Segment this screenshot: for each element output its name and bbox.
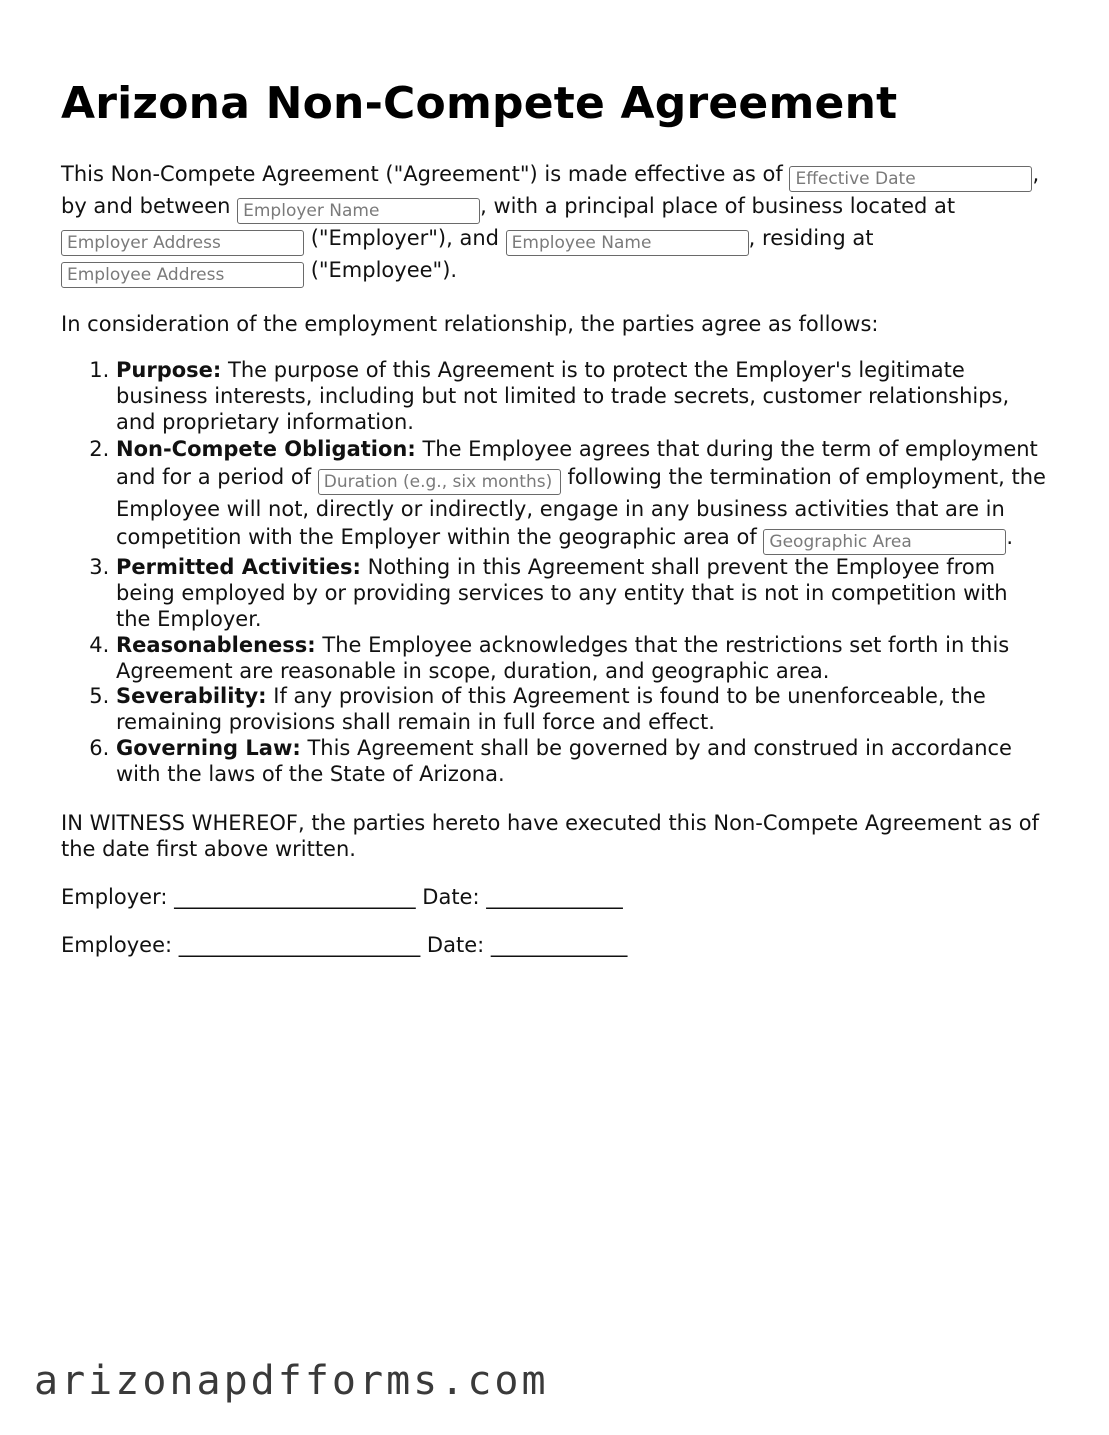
witness-paragraph: IN WITNESS WHEREOF, the parties hereto have executed this Non-Compete Agreement as of the date first above written.: [61, 810, 1039, 861]
clause-heading: Reasonableness:: [116, 632, 316, 657]
employer-name-field[interactable]: [237, 198, 480, 224]
clause-text-1: The Employee agrees that during the term of employment and for a period of: [116, 437, 1038, 490]
clause-heading: Purpose:: [116, 358, 222, 382]
clause-heading: Governing Law:: [116, 735, 301, 760]
employer-address-field[interactable]: [61, 230, 304, 256]
employee-address-field[interactable]: [61, 262, 304, 288]
clause-heading: Non-Compete Obligation:: [116, 437, 416, 462]
site-watermark: arizonapdfforms.com: [34, 1358, 549, 1404]
intro-text-1: This Non-Compete Agreement ("Agreement") is made effective as of: [61, 162, 783, 186]
employee-name-field[interactable]: [506, 230, 749, 256]
intro-text-5: , residing at: [748, 226, 874, 250]
clause-reasonableness: [116, 633, 1046, 685]
clause-text: The Employee acknowledges that the restrictions set forth in this Agreement are reasonable in scope, duration, and geographic area.: [116, 632, 1010, 683]
document-page: [61, 76, 1061, 958]
clause-text-2: following the termination of employment, the Employee will not, directly or indirectly, engage in any business activities that are in competition with the Employer within the geographic area of: [116, 465, 1046, 550]
clause-list: [61, 358, 1046, 788]
clause-text: If any provision of this Agreement is found to be unenforceable, the remaining provisions shall remain in full force and effect.: [116, 684, 986, 735]
clause-text: Nothing in this Agreement shall prevent the Employee from being employed by or providing services to any entity that is not in competition with the Employer.: [116, 555, 1008, 631]
employee-signature-line: Employee: _______________________ Date: _____________: [61, 932, 628, 957]
consideration-text: In consideration of the employment relationship, the parties agree as follows:: [61, 312, 879, 336]
intro-text-2: , by and between: [61, 162, 1040, 218]
effective-date-field[interactable]: [789, 166, 1032, 192]
clause-heading: Severability:: [116, 684, 267, 709]
clause-heading: Permitted Activities:: [116, 555, 361, 580]
clause-governing-law: [116, 736, 1046, 788]
employer-signature-line: Employer: _______________________ Date: _____________: [61, 884, 623, 909]
duration-field[interactable]: [318, 469, 561, 495]
clause-text-3: .: [1006, 525, 1014, 550]
page-title: Arizona Non-Compete Agreement: [61, 78, 898, 129]
clause-severability: [116, 684, 1046, 736]
clause-text: This Agreement shall be governed by and construed in accordance with the laws of the State of Arizona.: [116, 735, 1012, 786]
intro-text-6: ("Employee").: [310, 258, 458, 282]
clause-purpose: [116, 358, 1046, 435]
intro-text-3: , with a principal place of business located at: [480, 194, 956, 218]
intro-text-4: ("Employer"), and: [310, 226, 499, 250]
geographic-area-field[interactable]: [763, 529, 1006, 555]
intro-paragraph: [61, 160, 1051, 288]
clause-text: The purpose of this Agreement is to protect the Employer's legitimate business interests, including but not limited to trade secrets, customer relationships, and proprietary information.: [116, 358, 1010, 434]
clause-non-compete-obligation: [116, 435, 1046, 555]
clause-permitted-activities: [116, 555, 1046, 632]
